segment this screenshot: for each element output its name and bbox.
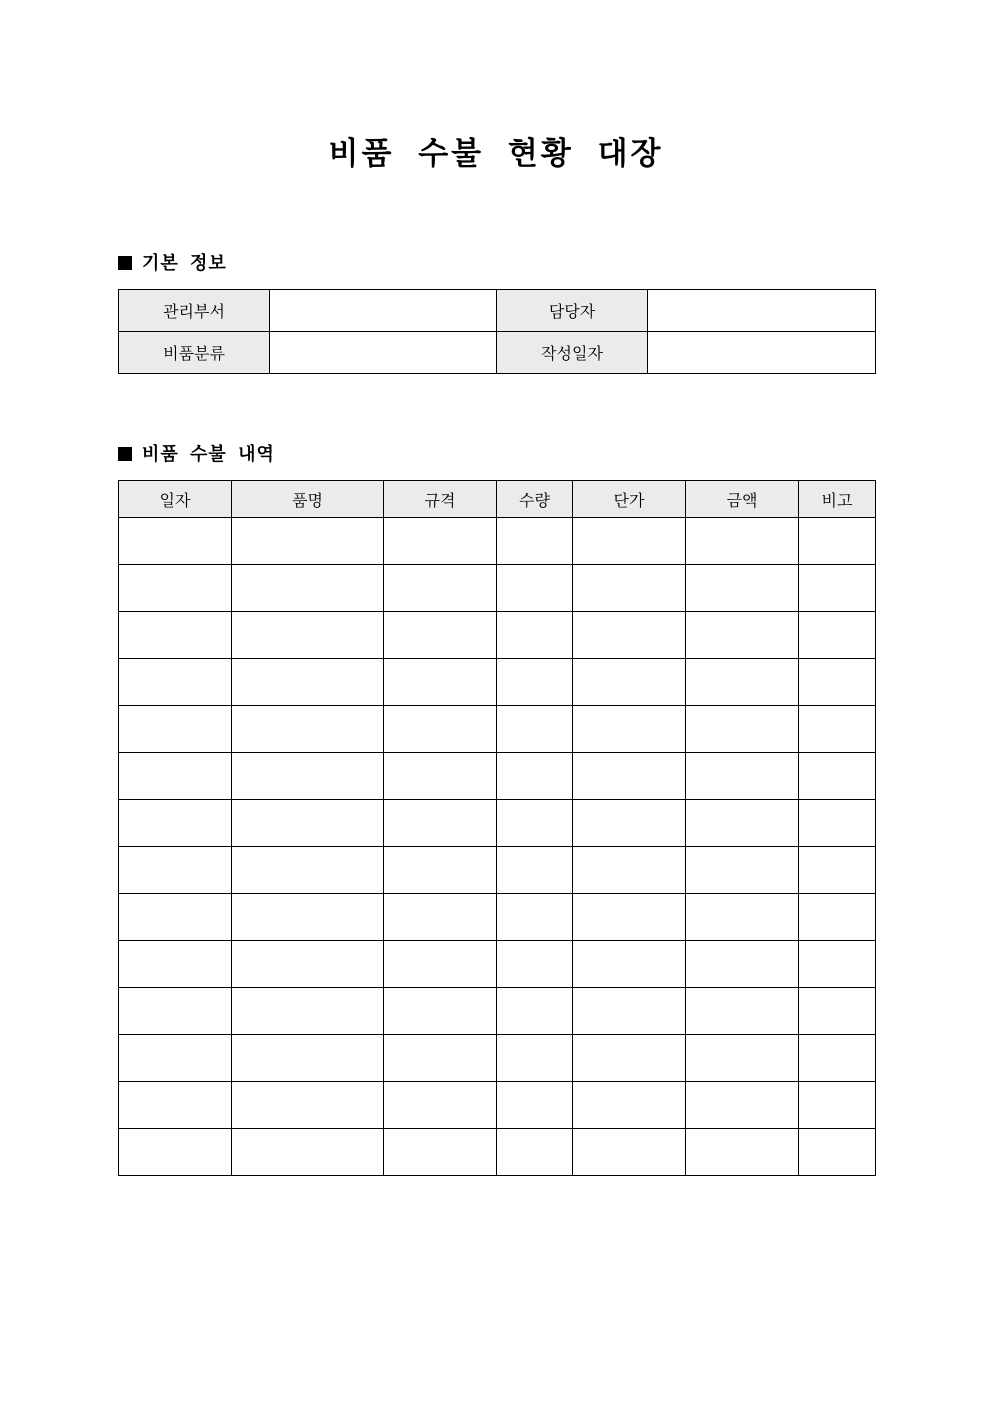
- spec-cell[interactable]: [384, 565, 497, 612]
- ledger-header-row: [119, 481, 876, 518]
- table-row: [119, 941, 876, 988]
- spec-cell[interactable]: [384, 706, 497, 753]
- date-cell[interactable]: [119, 988, 232, 1035]
- quantity-cell[interactable]: [497, 894, 573, 941]
- unit-price-cell[interactable]: [573, 612, 686, 659]
- date-cell[interactable]: [119, 894, 232, 941]
- date-cell[interactable]: [119, 753, 232, 800]
- unit-price-cell[interactable]: [573, 988, 686, 1035]
- remarks-cell[interactable]: [799, 941, 876, 988]
- amount-cell[interactable]: [686, 612, 799, 659]
- unit-price-cell[interactable]: [573, 941, 686, 988]
- item-name-cell[interactable]: [232, 518, 384, 565]
- spec-cell[interactable]: [384, 941, 497, 988]
- spec-cell[interactable]: [384, 1035, 497, 1082]
- unit-price-cell[interactable]: [573, 894, 686, 941]
- date-cell[interactable]: [119, 1129, 232, 1176]
- column-header-unit-price: 단가: [573, 481, 686, 518]
- manager-label: 담당자: [497, 290, 648, 332]
- column-header-spec: 규격: [384, 481, 497, 518]
- quantity-cell[interactable]: [497, 565, 573, 612]
- unit-price-cell[interactable]: [573, 800, 686, 847]
- quantity-cell[interactable]: [497, 800, 573, 847]
- item-name-cell[interactable]: [232, 565, 384, 612]
- quantity-cell[interactable]: [497, 1129, 573, 1176]
- quantity-cell[interactable]: [497, 753, 573, 800]
- quantity-cell[interactable]: [497, 941, 573, 988]
- date-cell[interactable]: [119, 847, 232, 894]
- unit-price-cell[interactable]: [573, 1129, 686, 1176]
- amount-cell[interactable]: [686, 518, 799, 565]
- basic-info-table: [118, 289, 876, 374]
- date-cell[interactable]: [119, 706, 232, 753]
- item-name-cell[interactable]: [232, 753, 384, 800]
- quantity-cell[interactable]: [497, 988, 573, 1035]
- quantity-cell[interactable]: [497, 612, 573, 659]
- unit-price-cell[interactable]: [573, 847, 686, 894]
- category-label: 비품분류: [119, 332, 270, 374]
- spec-cell[interactable]: [384, 988, 497, 1035]
- section-heading-basic-info: [118, 251, 227, 277]
- amount-cell[interactable]: [686, 1129, 799, 1176]
- ledger-body: [119, 518, 876, 1176]
- section-heading-ledger: [118, 442, 275, 468]
- table-row: [119, 612, 876, 659]
- spec-cell[interactable]: [384, 1129, 497, 1176]
- square-bullet-icon: [118, 256, 132, 270]
- quantity-cell[interactable]: [497, 659, 573, 706]
- item-name-cell[interactable]: [232, 1082, 384, 1129]
- remarks-cell[interactable]: [799, 659, 876, 706]
- spec-cell[interactable]: [384, 612, 497, 659]
- remarks-cell[interactable]: [799, 1129, 876, 1176]
- remarks-cell[interactable]: [799, 847, 876, 894]
- column-header-amount: 금액: [686, 481, 799, 518]
- date-created-field[interactable]: [648, 332, 876, 374]
- unit-price-cell[interactable]: [573, 659, 686, 706]
- item-name-cell[interactable]: [232, 612, 384, 659]
- date-cell[interactable]: [119, 612, 232, 659]
- spec-cell[interactable]: [384, 800, 497, 847]
- column-header-remarks: 비고: [799, 481, 876, 518]
- table-row: [119, 800, 876, 847]
- department-label: 관리부서: [119, 290, 270, 332]
- item-name-cell[interactable]: [232, 659, 384, 706]
- remarks-cell[interactable]: [799, 1035, 876, 1082]
- amount-cell[interactable]: [686, 659, 799, 706]
- square-bullet-icon: [118, 447, 132, 461]
- basic-info-row: [119, 332, 876, 374]
- basic-info-row: [119, 290, 876, 332]
- remarks-cell[interactable]: [799, 565, 876, 612]
- spec-cell[interactable]: [384, 1082, 497, 1129]
- table-row: [119, 1035, 876, 1082]
- table-row: [119, 659, 876, 706]
- date-cell[interactable]: [119, 1082, 232, 1129]
- unit-price-cell[interactable]: [573, 753, 686, 800]
- column-header-item-name: 품명: [232, 481, 384, 518]
- table-row: [119, 518, 876, 565]
- unit-price-cell[interactable]: [573, 1082, 686, 1129]
- remarks-cell[interactable]: [799, 706, 876, 753]
- remarks-cell[interactable]: [799, 800, 876, 847]
- date-cell[interactable]: [119, 659, 232, 706]
- table-row: [119, 988, 876, 1035]
- spec-cell[interactable]: [384, 753, 497, 800]
- unit-price-cell[interactable]: [573, 1035, 686, 1082]
- amount-cell[interactable]: [686, 894, 799, 941]
- ledger-table: [118, 480, 876, 1176]
- table-row: [119, 847, 876, 894]
- section-heading-label: 기본 정보: [142, 253, 227, 274]
- table-row: [119, 753, 876, 800]
- remarks-cell[interactable]: [799, 518, 876, 565]
- item-name-cell[interactable]: [232, 1035, 384, 1082]
- amount-cell[interactable]: [686, 941, 799, 988]
- quantity-cell[interactable]: [497, 1082, 573, 1129]
- item-name-cell[interactable]: [232, 941, 384, 988]
- spec-cell[interactable]: [384, 659, 497, 706]
- unit-price-cell[interactable]: [573, 518, 686, 565]
- date-cell[interactable]: [119, 1035, 232, 1082]
- section-heading-label: 비품 수불 내역: [142, 444, 275, 465]
- amount-cell[interactable]: [686, 1082, 799, 1129]
- amount-cell[interactable]: [686, 1035, 799, 1082]
- quantity-cell[interactable]: [497, 1035, 573, 1082]
- item-name-cell[interactable]: [232, 894, 384, 941]
- quantity-cell[interactable]: [497, 518, 573, 565]
- date-created-label: 작성일자: [497, 332, 648, 374]
- amount-cell[interactable]: [686, 706, 799, 753]
- item-name-cell[interactable]: [232, 988, 384, 1035]
- item-name-cell[interactable]: [232, 1129, 384, 1176]
- column-header-date: 일자: [119, 481, 232, 518]
- spec-cell[interactable]: [384, 518, 497, 565]
- amount-cell[interactable]: [686, 753, 799, 800]
- date-cell[interactable]: [119, 565, 232, 612]
- item-name-cell[interactable]: [232, 847, 384, 894]
- quantity-cell[interactable]: [497, 847, 573, 894]
- department-field[interactable]: [270, 290, 497, 332]
- table-row: [119, 1082, 876, 1129]
- remarks-cell[interactable]: [799, 894, 876, 941]
- table-row: [119, 894, 876, 941]
- remarks-cell[interactable]: [799, 753, 876, 800]
- date-cell[interactable]: [119, 518, 232, 565]
- amount-cell[interactable]: [686, 800, 799, 847]
- remarks-cell[interactable]: [799, 1082, 876, 1129]
- remarks-cell[interactable]: [799, 988, 876, 1035]
- manager-field[interactable]: [648, 290, 876, 332]
- remarks-cell[interactable]: [799, 612, 876, 659]
- date-cell[interactable]: [119, 941, 232, 988]
- table-row: [119, 565, 876, 612]
- quantity-cell[interactable]: [497, 706, 573, 753]
- table-row: [119, 706, 876, 753]
- column-header-quantity: 수량: [497, 481, 573, 518]
- item-name-cell[interactable]: [232, 706, 384, 753]
- date-cell[interactable]: [119, 800, 232, 847]
- amount-cell[interactable]: [686, 565, 799, 612]
- unit-price-cell[interactable]: [573, 565, 686, 612]
- amount-cell[interactable]: [686, 847, 799, 894]
- spec-cell[interactable]: [384, 847, 497, 894]
- table-row: [119, 1129, 876, 1176]
- amount-cell[interactable]: [686, 988, 799, 1035]
- category-field[interactable]: [270, 332, 497, 374]
- page-title: 비품 수불 현황 대장: [328, 136, 664, 172]
- item-name-cell[interactable]: [232, 800, 384, 847]
- spec-cell[interactable]: [384, 894, 497, 941]
- unit-price-cell[interactable]: [573, 706, 686, 753]
